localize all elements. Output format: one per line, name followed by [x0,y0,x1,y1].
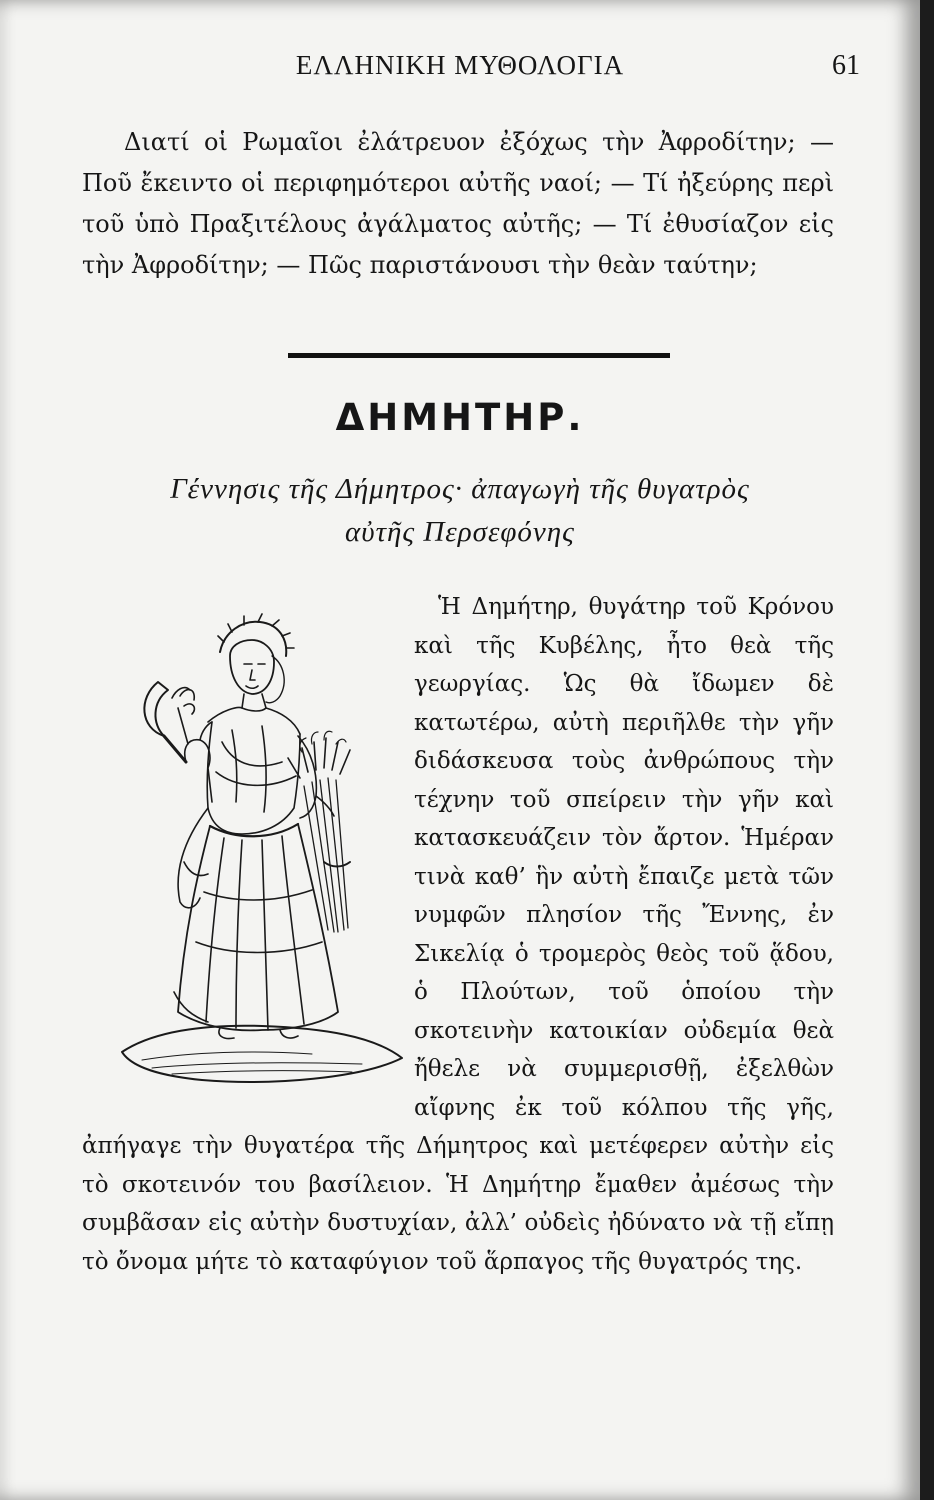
section-title: ΔΗΜΗΤΗΡ. [335,396,585,439]
subtitle-line-2: αὐτῆς Περσεφόνης [345,516,575,548]
subtitle-line-1: Γέννησις τῆς Δήμητρος· ἀπαγωγὴ τῆς θυγατρὸς [170,473,750,505]
section-divider [288,353,670,358]
section-subtitle [110,468,810,554]
running-title: ΕΛΛΗΝΙΚΗ ΜΥΘΟΛΟΓΙΑ [295,50,625,80]
body-paragraph: Ἡ Δημήτηρ, θυγάτηρ τοῦ Κρόνου καὶ τῆς Κυβέλης, ἦτο θεὰ τῆς γεωργίας. Ὡς θὰ ἴδωμεν δὲ κατωτέρω, αὐτὴ περιῆλθε τὴν γῆν διδάσκευσα τοὺς ἀνθρώπους τὴν τέχνην τοῦ σπείρειν τὴν γῆν καὶ κατασκευάζειν τὸν ἄρτον. Ἡμέραν τινὰ καθ’ ἣν αὐτὴ ἔπαιζε μετὰ τῶν νυμφῶν πλησίον τῆς Ἔννης, ἐν Σικελίᾳ ὁ τρομερὸς θεὸς τοῦ ᾅδου, ὁ Πλούτων, τοῦ ὁποίου τὴν σκοτεινὴν κατοικίαν οὐδεμία θεὰ ἤθελε νὰ συμμερισθῇ, ἐξελθὼν αἴφνης ἐκ τοῦ κόλπου τῆς γῆς, ἀπήγαγε τὴν θυγατέρα τῆς Δήμητρος καὶ μετέφερεν αὐτὴν εἰς τὸ σκοτεινόν του βασίλειον. Ἡ Δημήτηρ ἔμαθεν ἀμέσως τὴν συμβᾶσαν εἰς αὐτὴν δυστυχίαν, ἀλλ’ οὐδεὶς ἠδύνατο νὰ τῇ εἴπῃ τὸ ὄνομα μήτε τὸ καταφύγιον τοῦ ἅρπαγος τῆς θυγατρός της. [82,594,834,1275]
demeter-engraving-icon [112,612,412,1102]
page-header [60,50,860,90]
review-questions: Διατί οἱ Ρωμαῖοι ἐλάτρευον ἐξόχως τὴν Ἀφροδίτην; — Ποῦ ἔκειντο οἱ περιφημότεροι αὐτῆς ναοί; — Τί ἠξεύρης περὶ τοῦ ὑπὸ Πραξιτέλους ἀγάλματος αὐτῆς; — Τί ἐθυσίαζον εἰς τὴν Ἀφροδίτην; — Πῶς παριστάνουσι τὴν θεὰν ταύτην; [82,128,834,279]
page-number: 61 [832,50,860,81]
